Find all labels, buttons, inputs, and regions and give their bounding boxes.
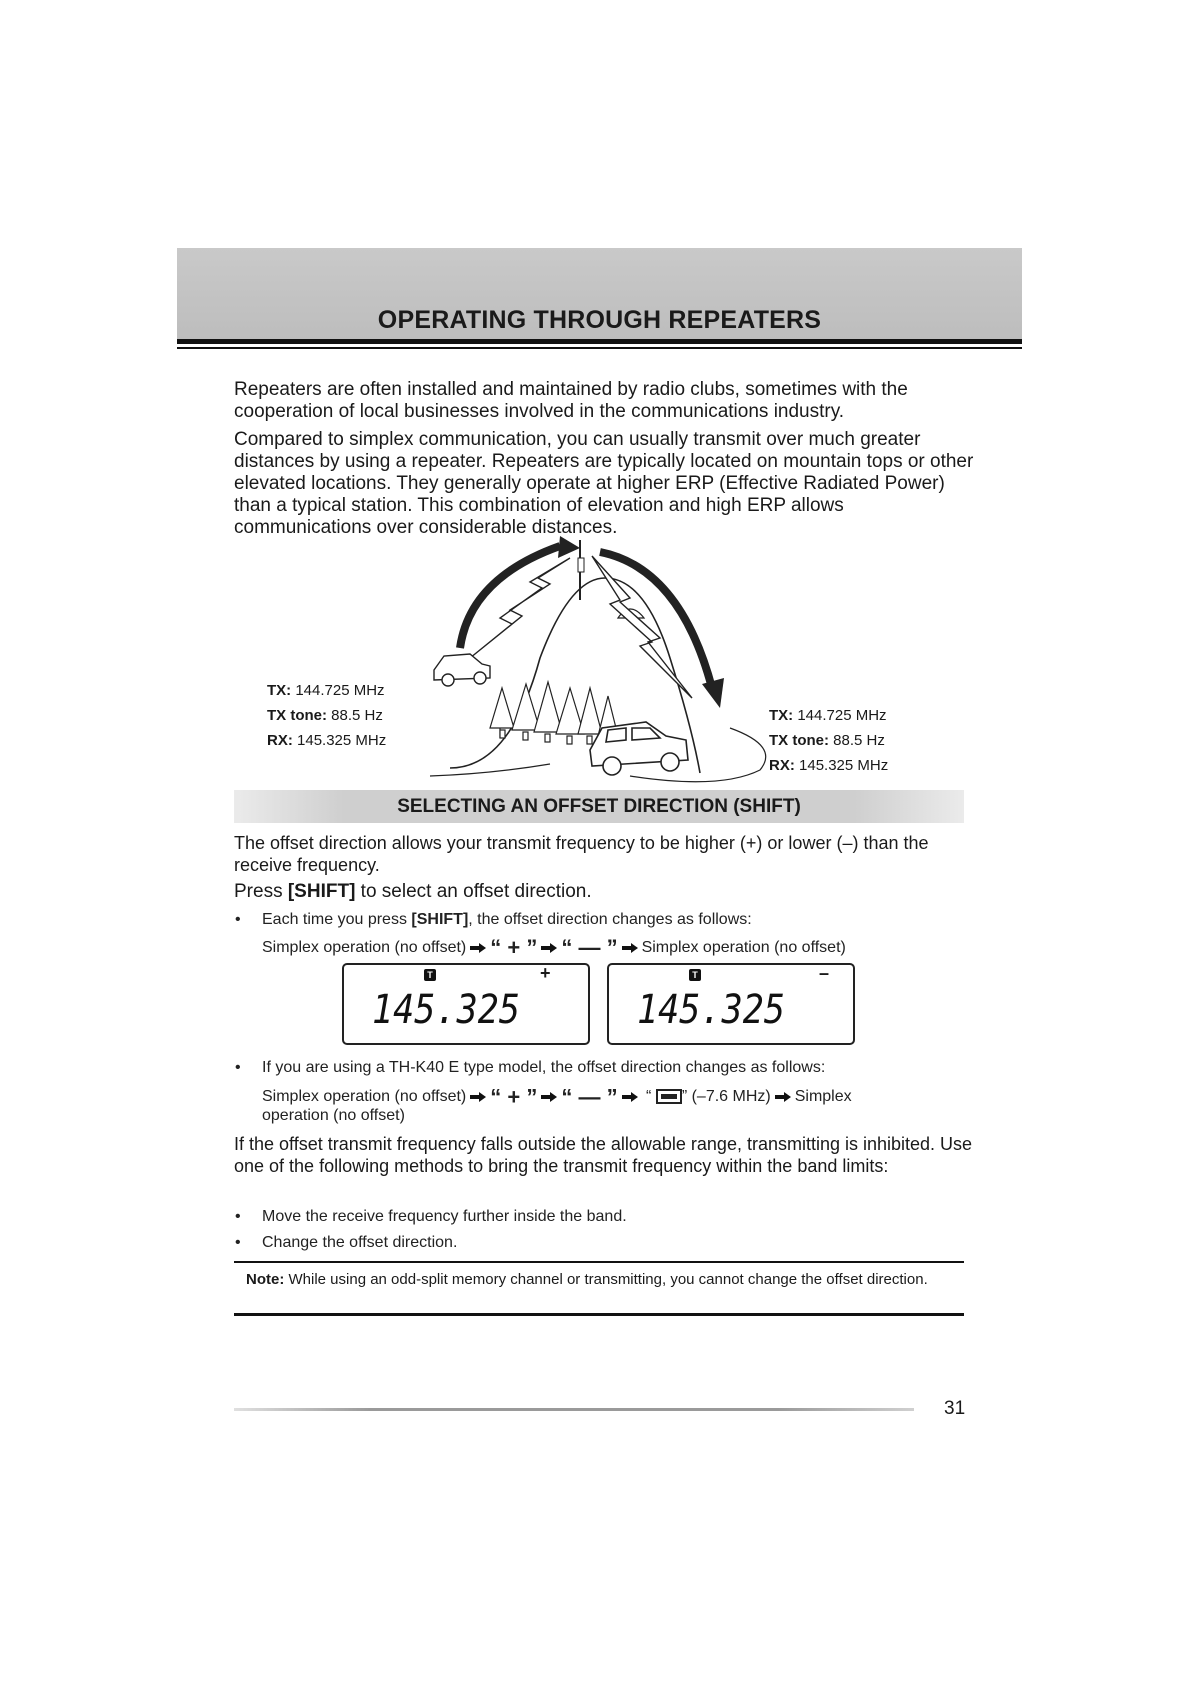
arrow-icon — [541, 1093, 557, 1101]
bullet3-text: Move the receive frequency further inside the band. — [262, 1208, 627, 1225]
arrow-icon — [775, 1093, 791, 1101]
lcd-display-minus — [607, 963, 855, 1045]
arrow-icon — [470, 1093, 486, 1101]
note-rule-bottom — [234, 1313, 964, 1316]
intro-paragraph-1: Repeaters are often installed and maintained by radio clubs, sometimes with the cooperation of local businesses involved in the communications industry. — [234, 379, 908, 422]
seq2-minus: “ — ” — [561, 1084, 618, 1110]
offset-sign: + — [540, 963, 551, 983]
page-title: OPERATING THROUGH REPEATERS — [377, 306, 822, 334]
note — [246, 1270, 946, 1290]
bullet-dot: • — [235, 1234, 241, 1251]
car-right — [590, 722, 688, 775]
seq2-box-close: ” (–7.6 MHz) — [681, 1088, 771, 1105]
lcd-frequency: 145.325 — [637, 987, 785, 1033]
seq2-box-open: “ — [646, 1088, 652, 1105]
shift-key-label: [SHIFT] — [287, 881, 356, 902]
bullet-move-frequency — [235, 1207, 962, 1227]
bullet-dot: • — [235, 911, 241, 928]
tone-value: 88.5 Hz — [331, 707, 383, 724]
arrow-icon — [541, 944, 557, 952]
header-rule-thin — [177, 347, 1022, 349]
bullet1-key: [SHIFT] — [411, 911, 469, 928]
offset-sequence — [262, 935, 962, 960]
footer-rule — [234, 1408, 914, 1411]
lcd-frequency-digits — [637, 985, 787, 1033]
intro-paragraph-2: Compared to simplex communication, you can usually transmit over much greater distances by using a repeater. Repeaters are typically located on mountain tops or other elevated locations. They generally operate at higher ERP (Effective Radiated Power) than a typical station. This combination of elevation and high ERP allows communications over considerable distances. — [234, 429, 974, 538]
tx-label: TX: — [267, 682, 292, 699]
note-label: Note: — [246, 1271, 285, 1288]
lcd-display-plus — [342, 963, 590, 1045]
bullet-dot: • — [235, 1059, 241, 1076]
tx-value: 144.725 MHz — [295, 682, 385, 699]
page-number: 31 — [944, 1398, 966, 1419]
bullet-thk40e — [235, 1058, 962, 1078]
offset-description: The offset direction allows your transmit frequency to be higher (+) or lower (–) than the receive frequency. — [234, 833, 929, 875]
repeater-illustration — [430, 538, 770, 788]
left-station-frequencies — [267, 678, 386, 753]
subsection-title: SELECTING AN OFFSET DIRECTION (SHIFT) — [397, 796, 801, 817]
offset-sequence-thk40e — [262, 1084, 922, 1125]
press-shift-instruction — [234, 881, 964, 903]
bullet-change-offset — [235, 1233, 962, 1253]
lcd-frequency: 145.325 — [372, 987, 520, 1033]
seq-plus: “ + ” — [490, 935, 538, 960]
tone-label: TX tone: — [267, 707, 327, 724]
arrow-icon — [622, 944, 638, 952]
bullet-shift-each-press — [235, 910, 962, 930]
right-station-frequencies — [769, 703, 888, 778]
header-rule — [177, 339, 1022, 344]
seq2-plus: “ + ” — [490, 1084, 538, 1110]
bullet-dot: • — [235, 1208, 241, 1225]
tone-value: 88.5 Hz — [833, 732, 885, 749]
tone-badge-icon: T — [689, 969, 701, 981]
arrow-icon — [622, 1093, 638, 1101]
seq2-start: Simplex operation (no offset) — [262, 1088, 467, 1105]
range-warning: If the offset transmit frequency falls outside the allowable range, transmitting is inhibited. Use one of the following methods to bring the transmit frequency within the band limits: — [234, 1134, 973, 1176]
seq-start: Simplex operation (no offset) — [262, 939, 467, 957]
split-offset-icon — [656, 1089, 682, 1104]
note-rule-top — [234, 1261, 964, 1263]
signal-arc-right — [600, 552, 712, 688]
bullet1-suffix: , the offset direction changes as follows: — [468, 911, 752, 928]
press-prefix: Press — [234, 881, 288, 902]
lcd-frequency-digits — [372, 985, 522, 1033]
seq-end: Simplex operation (no offset) — [641, 939, 846, 957]
rx-label: RX: — [769, 757, 795, 774]
lightning-right — [592, 556, 692, 698]
car-left — [434, 654, 490, 686]
note-text: While using an odd-split memory channel or transmitting, you cannot change the offset direction. — [284, 1271, 928, 1288]
bullet4-text: Change the offset direction. — [262, 1234, 458, 1251]
rx-label: RX: — [267, 732, 293, 749]
signal-arc-left — [460, 546, 560, 648]
seq-minus: “ — ” — [561, 935, 618, 960]
tx-label: TX: — [769, 707, 794, 724]
rx-value: 145.325 MHz — [297, 732, 387, 749]
tone-badge-icon: T — [424, 969, 436, 981]
bullet2-text: If you are using a TH-K40 E type model, the offset direction changes as follows: — [262, 1059, 826, 1076]
press-suffix: to select an offset direction. — [355, 881, 592, 902]
tx-value: 144.725 MHz — [797, 707, 887, 724]
rx-value: 145.325 MHz — [799, 757, 889, 774]
offset-sign: – — [819, 963, 830, 983]
ground-line — [430, 764, 550, 776]
lightning-left — [470, 558, 570, 658]
tone-label: TX tone: — [769, 732, 829, 749]
bullet1-prefix: Each time you press — [262, 911, 412, 928]
seq2-end: Simplex operation (no offset) — [262, 1088, 852, 1125]
arrow-icon — [470, 944, 486, 952]
